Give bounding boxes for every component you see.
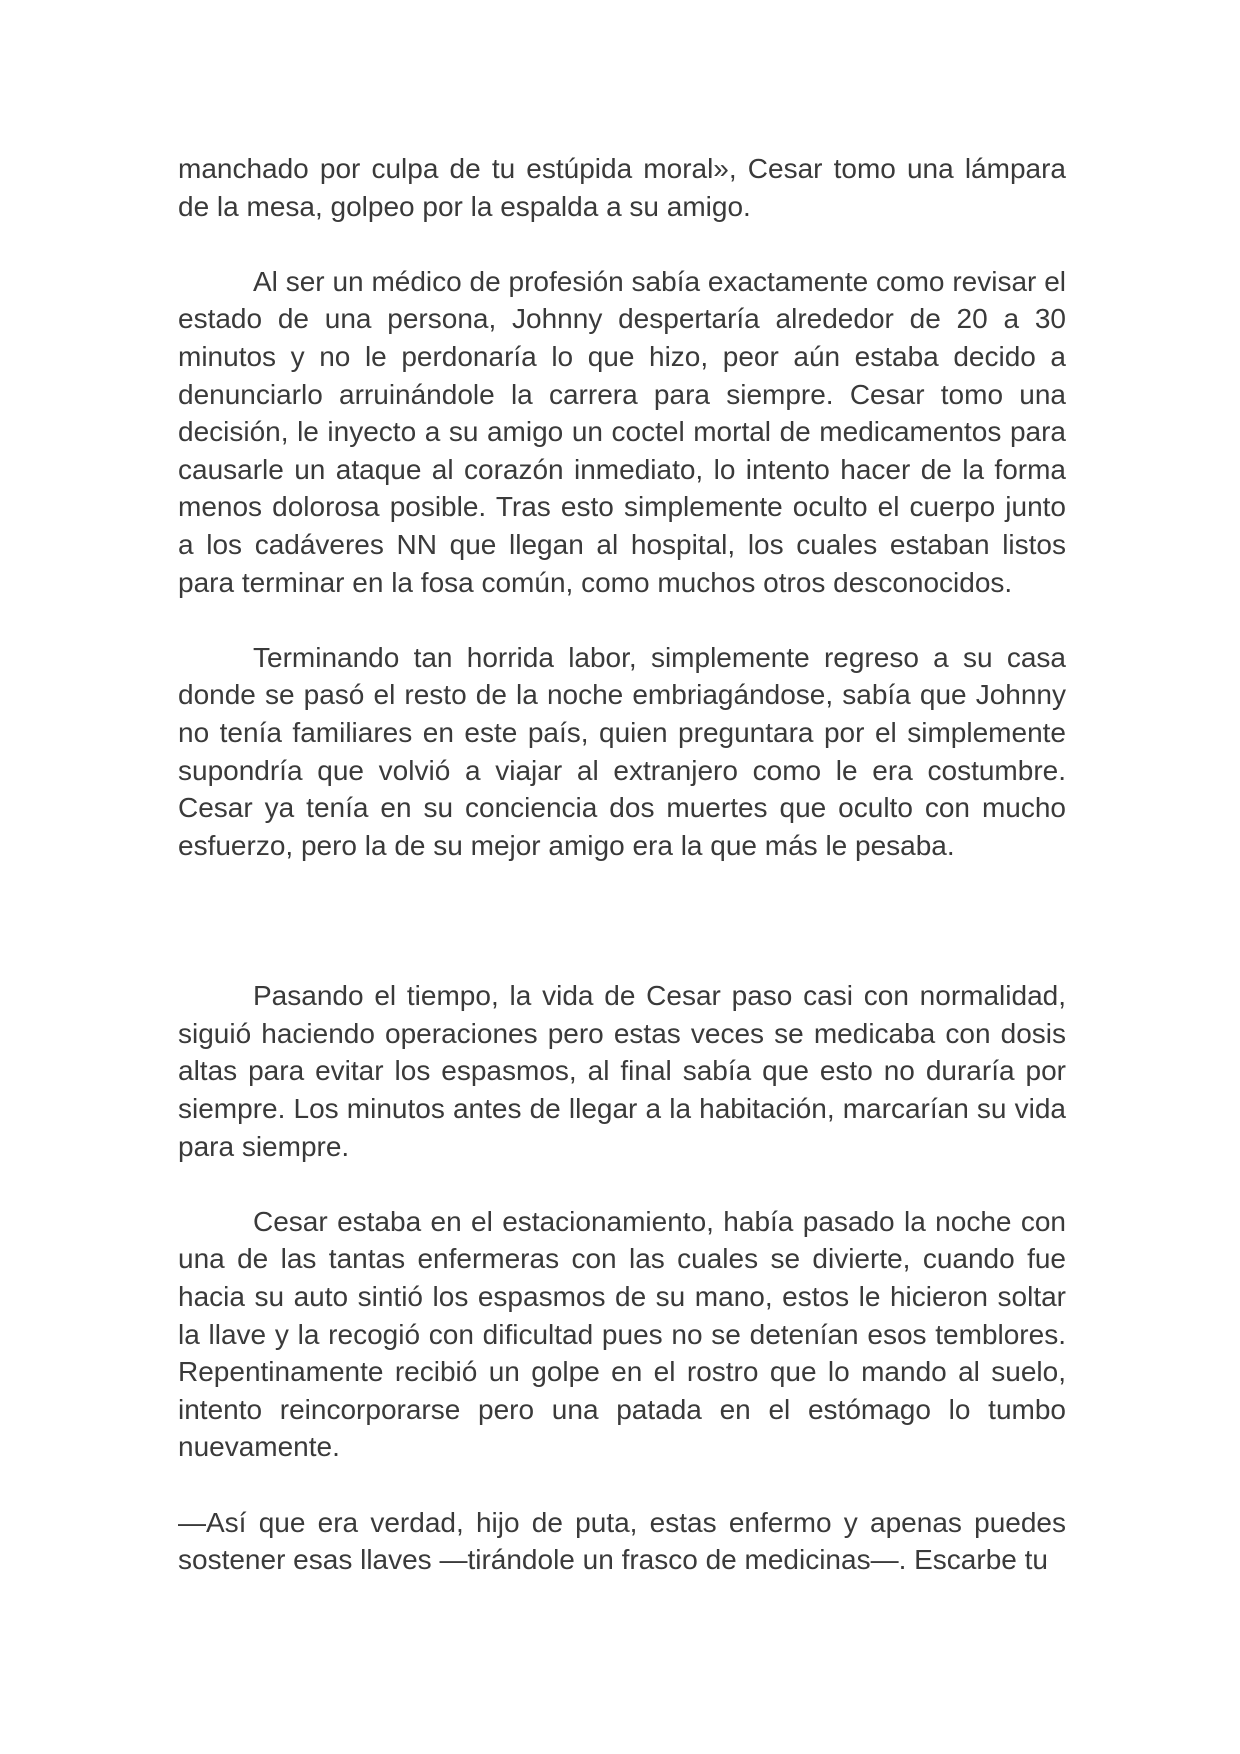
- paragraph-parking-lot: Cesar estaba en el estacionamiento, había pasado la noche con una de las tantas enfermeras con las cuales se divierte, cuando fue hacia su auto sintió los espasmos de su mano, estos le hicieron soltar la llave y la recogió con dificultad pues no se detenían esos temblores. Repentinamente recibió un golpe en el rostro que lo mando al suelo, intento reincorporarse pero una patada en el estómago lo tumbo nuevamente.: [178, 1205, 1066, 1463]
- paragraph-dialogue: —Así que era verdad, hijo de puta, estas enfermo y apenas puedes sostener esas llaves —tirándole un frasco de medicinas—. Escarbe tu: [178, 1506, 1066, 1576]
- paragraph-returns-home: Terminando tan horrida labor, simplemente regreso a su casa donde se pasó el resto de la noche embriagándose, sabía que Johnny no tenía familiares en este país, quien preguntara por el simplemente supondría que volvió a viajar al extranjero como le era costumbre. Cesar ya tenía en su conciencia dos muertes que oculto con mucho esfuerzo, pero la de su mejor amigo era la que más le pesaba.: [178, 641, 1066, 861]
- paragraph-doctor-decision: Al ser un médico de profesión sabía exactamente como revisar el estado de una persona, Johnny despertaría alrededor de 20 a 30 minutos y no le perdonaría lo que hizo, peor aún estaba decido a denunciarlo arruinándole la carrera para siempre. Cesar tomo una decisión, le inyecto a su amigo un coctel mortal de medicamentos para causarle un ataque al corazón inmediato, lo intento hacer de la forma menos dolorosa posible. Tras esto simplemente oculto el cuerpo junto a los cadáveres NN que llegan al hospital, los cuales estaban listos para terminar en la fosa común, como muchos otros desconocidos.: [178, 265, 1066, 598]
- paragraph-time-passes: Pasando el tiempo, la vida de Cesar paso casi con normalidad, siguió haciendo operaciones pero estas veces se medicaba con dosis altas para evitar los espasmos, al final sabía que esto no duraría por siempre. Los minutos antes de llegar a la habitación, marcarían su vida para siempre.: [178, 980, 1066, 1162]
- paragraph-continuation: manchado por culpa de tu estúpida moral», Cesar tomo una lámpara de la mesa, golpeo por la espalda a su amigo.: [178, 153, 1066, 222]
- document-page: [178, 150, 1066, 1579]
